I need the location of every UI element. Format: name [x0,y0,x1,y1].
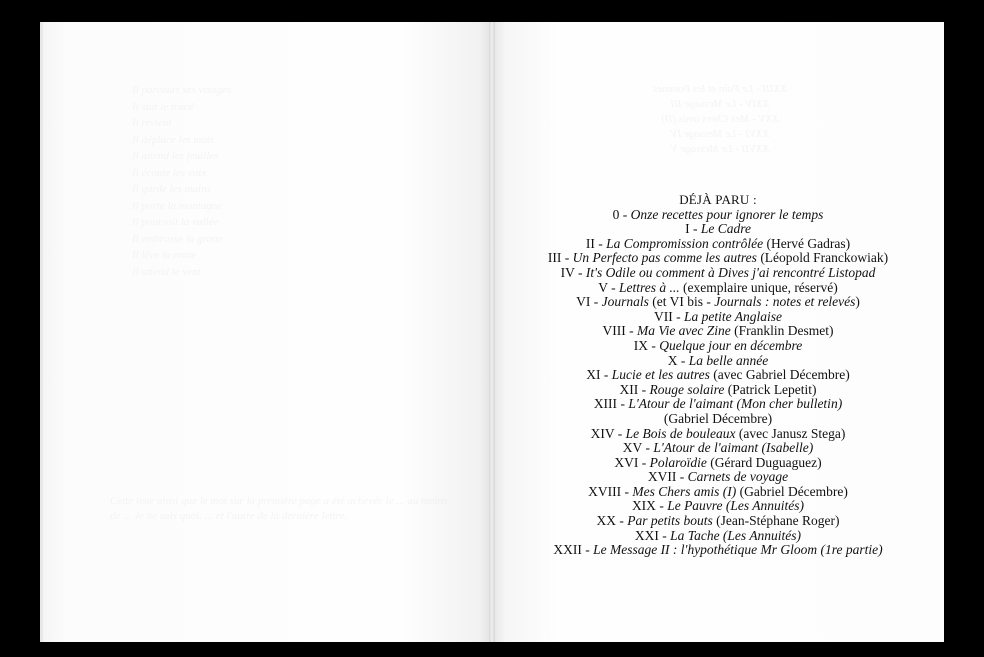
list-item: II - La Compromission contrôlée (Hervé Gadras) [585,235,851,251]
entry-number: X [667,352,678,368]
list-entries [492,208,944,558]
ghost-line: Il écoute les voix [132,166,207,179]
ghost-line: Il attend les feuilles [132,150,219,162]
entry-title: Le Message II : l'hypothétique Mr Gloom (1re partie) [593,542,883,558]
entry-title: Journals : notes et relevés [714,294,856,310]
entry-author: ) [855,294,860,310]
entry-author: (Gérard Duguaguez) [710,454,822,470]
list-item: XX - Par petits bouts (Jean-Stéphane Roger) [596,513,840,529]
page-edge [40,22,43,642]
list-heading: DÉJÀ PARU : [679,192,757,207]
entry-title: L'Atour de l'aimant (Mon cher bulletin) [628,396,843,412]
publication-list [492,193,944,558]
entry-number: III [547,250,562,266]
entry-title: La Compromission contrôlée [606,235,764,251]
list-item: VII - La petite Anglaise [654,308,782,324]
entry-number: XXII [553,542,582,558]
entry-author: (exemplaire unique, réservé) [682,279,838,295]
entry-title: Mes Chers amis (I) [632,483,737,499]
bleed-through-note: Cette liste ainsi que le mot sur la première page a été achevée le ... au moins de ... Je ne sais quoi. ... et l'autre de la dernière lettre. [110,495,448,522]
list-item: XV - L'Atour de l'aimant (Isabelle) [622,440,814,456]
list-item: XIII - L'Atour de l'aimant (Mon cher bulletin) [593,396,843,412]
entry-title: Quelque jour en décembre [659,337,803,353]
entry-author: (Gabriel Décembre) [663,410,773,426]
entry-number: XV [622,440,643,456]
entry-number: I [685,221,690,237]
entry-author: (et VI bis - [652,294,715,310]
list-item: 0 - Onze recettes pour ignorer le temps [612,206,824,222]
list-item: XI - Lucie et les autres (avec Gabriel Décembre) [586,367,850,383]
entry-title: La petite Anglaise [684,308,782,324]
entry-author: (Patrick Lepetit) [727,381,817,397]
list-item: XXI - La Tache (Les Annuités) [634,527,802,543]
entry-author: (Franklin Desmet) [734,323,834,339]
list-item: IX - Quelque jour en décembre [633,337,803,353]
entry-title: L'Atour de l'aimant (Isabelle) [653,440,814,456]
bleed-through-list [540,82,900,157]
book-spread [40,22,944,642]
left-page [40,22,492,642]
entry-number: IV [560,264,575,280]
ghost-line: Il lève la route [132,249,197,261]
entry-author: (avec Gabriel Décembre) [713,367,850,383]
entry-number: XIX [631,498,656,514]
book-gutter [489,22,495,642]
ghost-line: Il porte la montagne [132,199,223,212]
ghost-line: Il embrasse la grotte [132,232,223,245]
list-item: X - La belle année [667,352,769,368]
entry-number: XVI [614,454,639,470]
entry-number: XI [586,367,601,383]
entry-number: XVII [647,469,677,485]
entry-number: XXI [634,527,659,543]
entry-author: (avec Janusz Stega) [738,425,846,441]
entry-title: Polaroïdie [649,454,707,470]
entry-title: Onze recettes pour ignorer le temps [630,206,824,222]
ghost-line: Il revient [132,117,172,129]
entry-number: XX [596,513,617,529]
entry-title: La Tache (Les Annuités) [670,527,802,543]
ghost-line: Il déplace les mots [132,133,215,146]
list-item: I - Le Cadre [685,221,751,237]
entry-title: Ma Vie avec Zine [636,323,731,339]
bleed-through-poem [132,82,332,280]
list-item: IV - It's Odile ou comment à Dives j'ai rencontré Listopad [560,264,876,280]
entry-title: Le Cadre [700,221,751,237]
list-item: XVIII - Mes Chers amis (I) (Gabriel Décembre) [588,483,848,499]
entry-author: (Hervé Gadras) [766,235,851,251]
entry-title: Un Perfecto pas comme les autres [572,250,757,266]
ghost-line: XXVI - Le Message IV [670,128,770,140]
entry-title: Lettres à ... [618,279,680,295]
entry-title: Carnets de voyage [687,469,789,485]
list-item: V - Lettres à ... (exemplaire unique, réservé) [598,279,838,295]
ghost-line: XXV - Mes Chers amis (II) [661,113,779,125]
entry-number: XVIII [588,483,622,499]
ghost-line: XXVII - Le Message V [670,143,770,155]
ghost-line: XXIII - Le Pain et les Pommes [653,83,787,95]
entry-title: Le Bois de bouleaux [625,425,736,441]
entry-title: Journals [601,294,649,310]
entry-title: Par petits bouts [627,513,713,529]
entry-number: VII [654,308,673,324]
entry-number: XII [619,381,639,397]
ghost-line: Il parcourt ses visages [132,84,231,96]
list-item: XIX - Le Pauvre (Les Annuités) [631,498,805,514]
ghost-line: Il suit le tracé [132,100,194,113]
entry-number: VI [576,294,591,310]
entry-title: Lucie et les autres [611,367,710,383]
list-item [492,412,944,427]
entry-number: XIV [590,425,615,441]
entry-author: (Jean-Stéphane Roger) [716,513,840,529]
entry-author: (Gabriel Décembre) [739,483,848,499]
entry-number: V [598,279,608,295]
list-item: VI - Journals (et VI bis - Journals : notes et relevés) [576,294,860,310]
ghost-line: Il poursuit la vallée [132,216,219,228]
entry-title: Le Pauvre (Les Annuités) [667,498,805,514]
right-page [492,22,944,642]
list-item: XVI - Polaroïdie (Gérard Duguaguez) [614,454,822,470]
ghost-line: XXIV - Le Message III [670,98,770,110]
list-item: III - Un Perfecto pas comme les autres (Léopold Franckowiak) [547,250,889,266]
entry-title: It's Odile ou comment à Dives j'ai rencontré Listopad [585,264,876,280]
entry-title: Rouge solaire [649,381,725,397]
entry-number: IX [633,337,648,353]
entry-number: 0 [612,206,620,222]
entry-number: II [585,235,595,251]
list-item: XXII - Le Message II : l'hypothétique Mr Gloom (1re partie) [553,542,883,558]
ghost-line: Il attend le vent [132,265,201,278]
list-item: VIII - Ma Vie avec Zine (Franklin Desmet) [602,323,834,339]
entry-number: VIII [602,323,626,339]
entry-number: XIII [593,396,618,412]
entry-title: La belle année [688,352,769,368]
list-item: XIV - Le Bois de bouleaux (avec Janusz Stega) [590,425,846,441]
list-item: XII - Rouge solaire (Patrick Lepetit) [619,381,817,397]
entry-author: (Léopold Franckowiak) [760,250,889,266]
list-item: XVII - Carnets de voyage [647,469,789,485]
ghost-line: Il garde les mains [132,183,211,195]
